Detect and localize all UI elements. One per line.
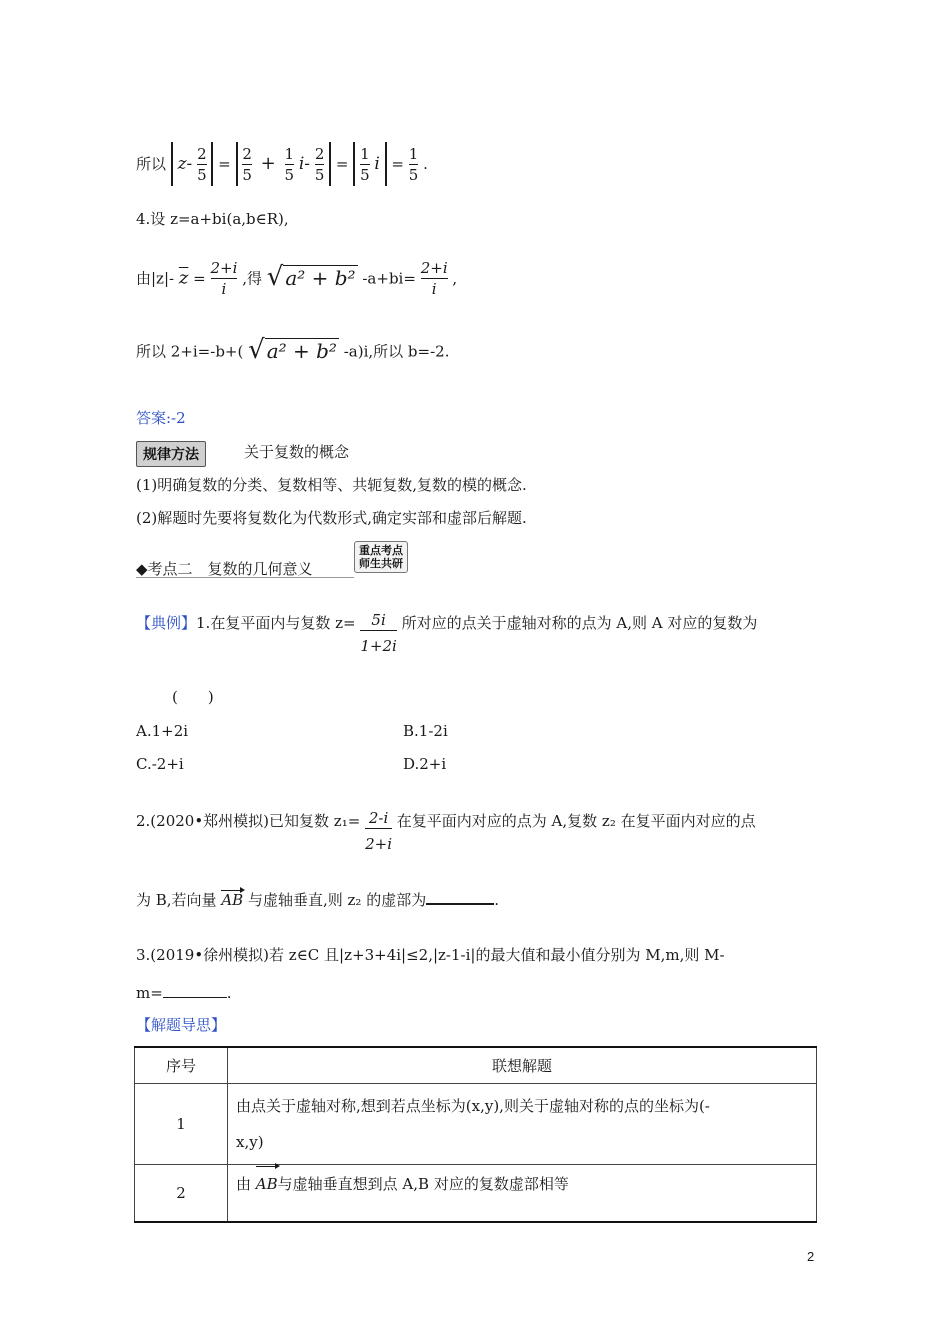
row-number: 2 <box>135 1164 228 1222</box>
sqrt-expression: √ a² + b² <box>248 335 337 365</box>
item4-intro: 4.设 z=a+bi(a,b∈R), <box>136 210 289 228</box>
abs-bar <box>353 142 355 186</box>
option-c: C.-2+i <box>136 755 184 773</box>
z-conjugate: $\overline{z}$ <box>178 267 189 289</box>
abs-bar <box>171 142 173 186</box>
item4-conclusion <box>136 330 449 370</box>
section-title: ◆考点二 复数的几何意义 <box>136 560 313 578</box>
abs-bar <box>385 142 387 186</box>
q1-prefix: 1.在复平面内与复数 z= <box>196 614 356 632</box>
derivation-prefix: 由|z|- <box>136 269 175 288</box>
method-point-1: (1)明确复数的分类、复数相等、共轭复数,复数的模的概念. <box>136 476 527 494</box>
example-q2 <box>136 806 756 859</box>
item4-derivation <box>136 252 457 302</box>
column-header-content: 联想解题 <box>228 1047 817 1083</box>
sqrt-expression: √ a² + b² <box>266 262 356 292</box>
fraction: $\frac{2+i}{i}$ <box>210 259 238 298</box>
example-q1 <box>136 608 757 662</box>
abs-bar <box>329 142 331 186</box>
example-label: 【典例】 <box>136 614 197 632</box>
method-point-2: (2)解题时先要将复数化为代数形式,确定实部和虚部后解题. <box>136 509 527 527</box>
column-header-number: 序号 <box>135 1047 228 1083</box>
vector-ab: AB <box>256 1169 278 1199</box>
q2-line2 <box>136 893 499 908</box>
q3-prefix: m= <box>136 984 163 1002</box>
mid-text: -a+bi= <box>362 269 416 288</box>
fraction: $\frac{2-i}{2+i}$ <box>365 809 392 853</box>
fraction: $\frac{1}{5}$ <box>360 144 370 184</box>
vector-ab: AB <box>221 891 244 909</box>
q2-suffix: 在复平面内对应的点为 A,复数 z₂ 在复平面内对应的点 <box>396 812 756 830</box>
equals-sign: = <box>391 155 404 173</box>
fraction: $\frac{2}{5}$ <box>314 144 325 184</box>
row-content <box>228 1164 817 1222</box>
q2-line2-a: 为 B,若向量 <box>136 891 217 909</box>
fraction: $\frac{2}{5}$ <box>197 144 207 184</box>
period: . <box>423 155 428 173</box>
i-symbol: i <box>374 154 380 174</box>
guide-table <box>134 1046 817 1223</box>
fraction: $\frac{2}{5}$ <box>242 144 252 184</box>
table-header-row <box>135 1047 817 1083</box>
example-q3-line2 <box>136 986 232 1001</box>
de-text: ,得 <box>242 269 262 288</box>
option-d: D.2+i <box>403 755 447 773</box>
equals-sign: = <box>218 155 231 173</box>
option-b: B.1-2i <box>403 722 448 740</box>
method-title: 关于复数的概念 <box>244 443 350 461</box>
comma: , <box>452 269 458 288</box>
q2-prefix: 2.(2020•郑州模拟)已知复数 z₁= <box>136 812 361 830</box>
q1-paren: ( ) <box>172 688 214 706</box>
method-badge: 规律方法 <box>136 441 206 467</box>
fraction: $\frac{5i}{1+2i}$ <box>360 611 397 655</box>
guide-label: 【解题导思】 <box>136 1016 227 1034</box>
q2-end: . <box>494 891 499 909</box>
stamp-line-1: 重点考点 <box>359 544 403 557</box>
conclusion-prefix: 所以 2+i=-b+( <box>136 342 244 361</box>
row2-text-b: 与虚轴垂直想到点 A,B 对应的复数虚部相等 <box>277 1174 569 1193</box>
fraction: $\frac{1}{5}$ <box>284 144 295 184</box>
option-a: A.1+2i <box>136 722 189 740</box>
plus-sign: + <box>260 153 276 174</box>
fraction: $\frac{1}{5}$ <box>408 144 419 184</box>
conclusion-suffix: -a)i,所以 b=-2. <box>343 342 450 361</box>
answer-blank <box>163 997 227 998</box>
row2-text-a: 由 <box>236 1174 252 1193</box>
fraction: $\frac{2+i}{i}$ <box>420 259 448 298</box>
row-number: 1 <box>135 1083 228 1164</box>
answer-text: 答案:-2 <box>136 409 186 427</box>
section-underline <box>136 577 354 578</box>
page-number: 2 <box>807 1249 815 1264</box>
table-row <box>135 1083 817 1164</box>
equals-sign: = <box>193 269 206 288</box>
q2-line2-b: 与虚轴垂直,则 z₂ 的虚部为 <box>247 891 427 909</box>
q1-suffix: 所对应的点关于虚轴对称的点为 A,则 A 对应的复数为 <box>401 614 758 632</box>
answer-blank <box>426 903 494 905</box>
modulus-line <box>136 140 428 186</box>
z-symbol: z- <box>177 154 193 174</box>
table-row <box>135 1164 817 1222</box>
row1-text-a: 由点关于虚轴对称,想到若点坐标为(x,y),则关于虚轴对称的点的坐标为(- <box>236 1096 710 1115</box>
abs-bar <box>236 142 238 186</box>
row-content <box>228 1083 817 1164</box>
q3-end: . <box>226 984 232 1002</box>
row1-text-b: x,y) <box>236 1132 264 1151</box>
i-minus: i- <box>298 154 311 174</box>
line1-prefix: 所以 <box>136 155 167 173</box>
section-stamp <box>354 541 408 573</box>
equals-sign: = <box>335 155 349 173</box>
example-q3-line1: 3.(2019•徐州模拟)若 z∈C 且|z+3+4i|≤2,|z-1-i|的最大值和最小值分别为 M,m,则 M- <box>136 946 725 964</box>
abs-bar <box>211 142 213 186</box>
stamp-line-2: 师生共研 <box>359 557 403 570</box>
